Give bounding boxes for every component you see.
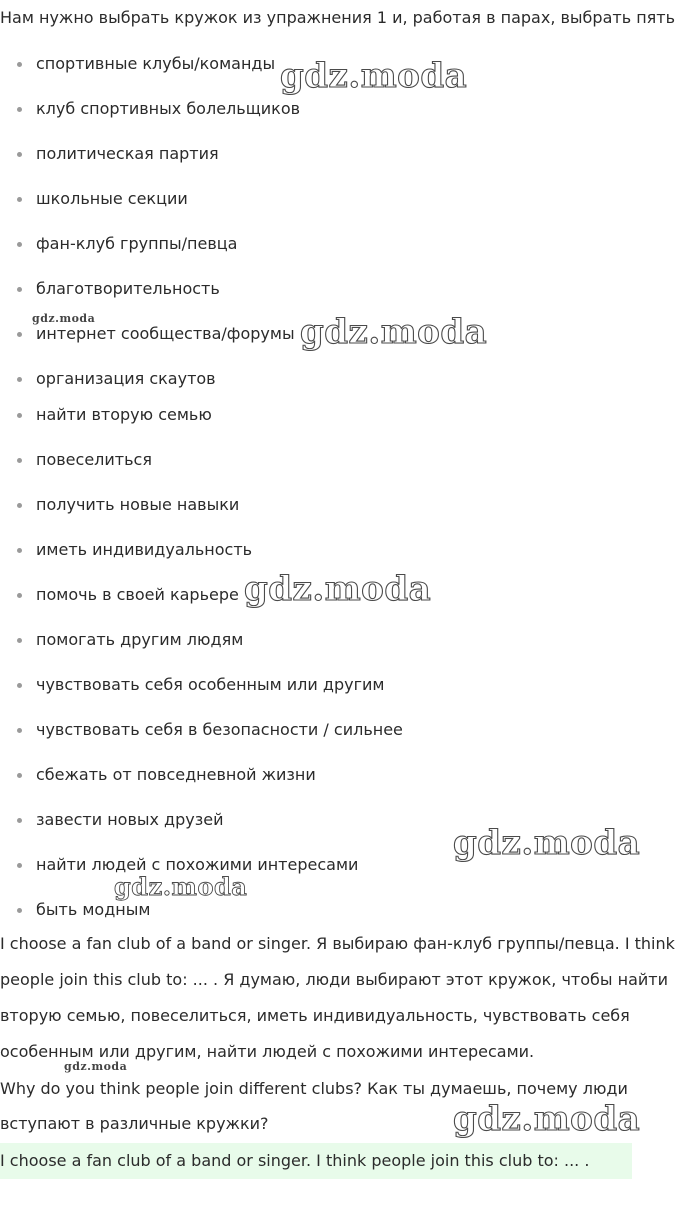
bullet-dot (17, 773, 22, 778)
list-item-text: помогать другим людям (36, 630, 244, 649)
bullet-dot (17, 287, 22, 292)
bullet-dot (17, 458, 22, 463)
bullet-dot (17, 62, 22, 67)
bullet-dot (17, 413, 22, 418)
bullet-dot (17, 197, 22, 202)
list-item-text: получить новые навыки (36, 495, 240, 514)
watermark: gdz.moda (114, 872, 248, 901)
highlighted-answer: I choose a fan club of a band or singer. I think people join this club to: ... . (0, 1143, 632, 1179)
watermark: gdz.moda (453, 1099, 641, 1139)
watermark: gdz.moda (244, 569, 432, 609)
list-item-text: спортивные клубы/команды (36, 54, 276, 73)
bullet-dot (17, 548, 22, 553)
list-item-text: благотворительность (36, 279, 220, 298)
list-item-text: найти вторую семью (36, 405, 212, 424)
bullet-dot (17, 377, 22, 382)
paragraph-answer-explanation: I choose a fan club of a band or singer. Я выбираю фан-клуб группы/певца. I think people join this club to: ... . Я думаю, люди выбирают этот кружок, чтобы найти вторую семью, повеселиться, иметь индивидуальность, чувствовать себя особенным или другим, найти людей с похожими интересами. (0, 934, 675, 1061)
list-item-text: завести новых друзей (36, 810, 224, 829)
list-item-text: иметь индивидуальность (36, 540, 253, 559)
paragraph-question: Why do you think people join different clubs? Как ты думаешь, почему люди вступают в различные кружки? (0, 1079, 628, 1133)
bullet-dot (17, 818, 22, 823)
bullet-dot (17, 593, 22, 598)
list-item-text: быть модным (36, 900, 151, 919)
bullet-dot (17, 728, 22, 733)
list-item-text: чувствовать себя особенным или другим (36, 675, 385, 694)
watermark: gdz.moda (32, 312, 96, 325)
list-item-text: клуб спортивных болельщиков (36, 99, 301, 118)
watermark: gdz.moda (64, 1060, 128, 1073)
bullet-dot (17, 503, 22, 508)
list-item-text: школьные секции (36, 189, 188, 208)
bullet-dot (17, 863, 22, 868)
list-item-text: повеселиться (36, 450, 152, 469)
bullet-dot (17, 332, 22, 337)
bullet-dot (17, 152, 22, 157)
list-item-text: организация скаутов (36, 369, 216, 388)
list-item-text: найти людей с похожими интересами (36, 855, 359, 874)
watermark: gdz.moda (453, 823, 641, 863)
bullet-dot (17, 638, 22, 643)
list-item-text: интернет сообщества/форумы (36, 324, 295, 343)
intro-text: Нам нужно выбрать кружок из упражнения 1 и, работая в парах, выбрать пять (0, 8, 676, 27)
list-item-text: помочь в своей карьере (36, 585, 239, 604)
list-item-text: сбежать от повседневной жизни (36, 765, 316, 784)
watermark: gdz.moda (280, 56, 468, 96)
list-item-text: политическая партия (36, 144, 219, 163)
bullet-dot (17, 908, 22, 913)
bullet-dot (17, 107, 22, 112)
list-item-text: фан-клуб группы/певца (36, 234, 238, 253)
bullet-dot (17, 242, 22, 247)
list-item-text: чувствовать себя в безопасности / сильнее (36, 720, 403, 739)
watermark: gdz.moda (300, 312, 488, 352)
bullet-dot (17, 683, 22, 688)
